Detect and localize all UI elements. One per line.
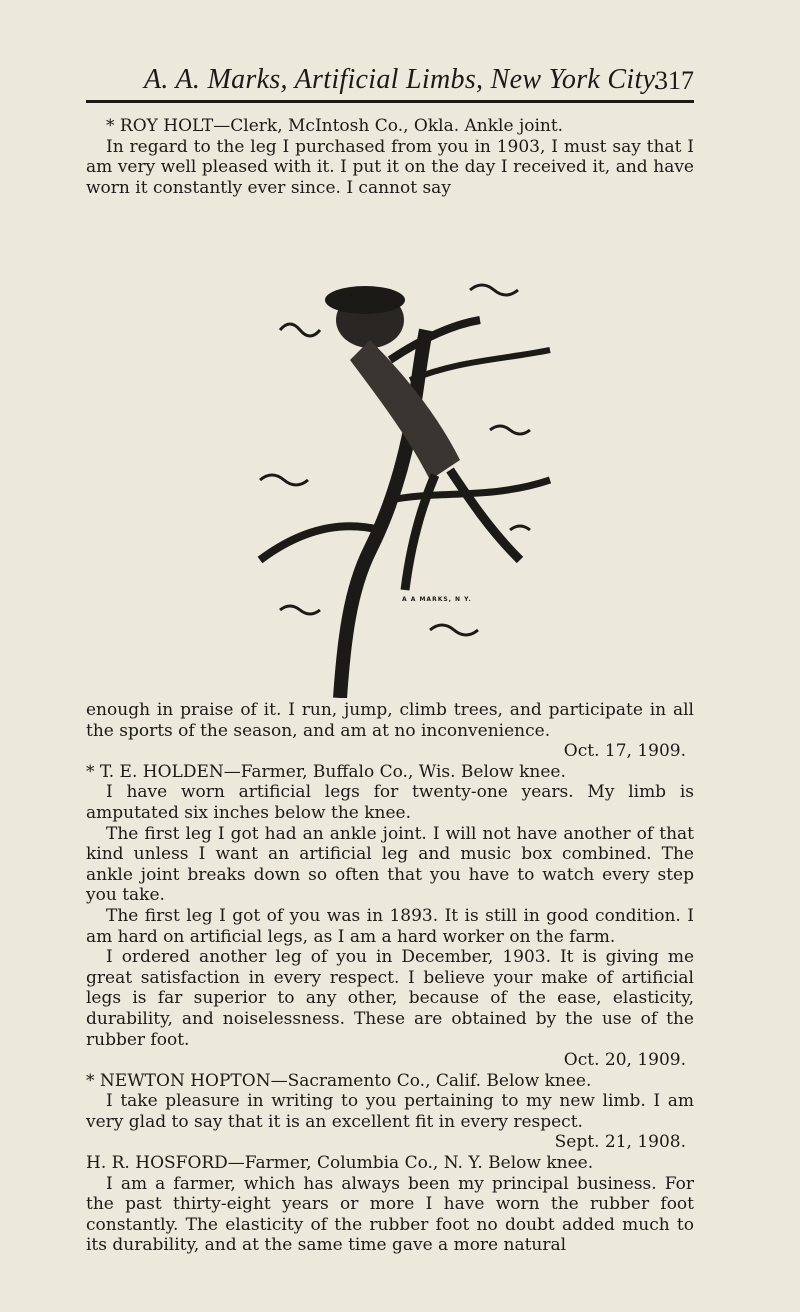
entry-head-hopton: * NEWTON HOPTON—Sacramento Co., Calif. Below knee. <box>86 1070 592 1091</box>
boy-hat <box>325 286 405 314</box>
text-block-bottom <box>86 700 694 1256</box>
boy-arm <box>390 320 480 360</box>
boy-artificial-leg <box>450 470 520 560</box>
entry-date-holt: Oct. 17, 1909. <box>563 741 686 762</box>
entry-date-hopton: Sept. 21, 1908. <box>554 1132 686 1153</box>
tree-branch-upper <box>410 350 550 380</box>
entry-date-holden: Oct. 20, 1909. <box>563 1050 686 1071</box>
header-rule <box>86 100 694 103</box>
entry-paragraph-hosford-1: I am a farmer, which has always been my principal business. For the past thirty-eight years or more I have worn the rubber foot constantly. The elasticity of the rubber foot no doubt added much to its durability, and at the same time gave a more natural <box>86 1173 694 1256</box>
entry-paragraph-holden-1: I have worn artificial legs for twenty-one years. My limb is amputated six inches below the knee. <box>86 782 694 823</box>
entry-head-hosford: H. R. HOSFORD—Farmer, Columbia Co., N. Y. Below knee. <box>86 1153 594 1174</box>
entry-head-holt: * ROY HOLT—Clerk, McIntosh Co., Okla. Ankle joint. <box>106 116 564 136</box>
entry-paragraph-holden-4: I ordered another leg of you in December, 1903. It is giving me great satisfaction in every respect. I believe your make of artificial legs is far superior to any other, because of the ease, elasticity, durability, and noiselessness. These are obtained by the use of the rubber foot. <box>86 947 694 1050</box>
boy-leg <box>405 475 435 590</box>
entry-paragraph-holden-2: The first leg I got had an ankle joint. I will not have another of that kind unless I want an artificial leg and music box combined. The ankle joint breaks down so often that you have to watch every step you take. <box>86 823 694 906</box>
text-block-top <box>86 116 694 198</box>
running-head: A. A. Marks, Artificial Limbs, New York City. <box>144 64 662 95</box>
entry-paragraph-holden-3: The first leg I got of you was in 1893. It is still in good condition. I am hard on artificial legs, as I am a hard worker on the farm. <box>86 905 694 947</box>
figure-caption: A A MARKS, N Y. <box>402 596 472 603</box>
entry-paragraph-hopton-1: I take pleasure in writing to you pertaining to my new limb. I am very glad to say that it is an excellent fit in every respect. <box>86 1091 694 1132</box>
entry-body-holt-part2: enough in praise of it. I run, jump, climb trees, and participate in all the sports of the season, and am at no inconvenience. <box>86 700 694 741</box>
page-number: 317 <box>655 66 694 95</box>
entry-head-holden: * T. E. HOLDEN—Farmer, Buffalo Co., Wis. Below knee. <box>86 761 566 782</box>
entry-body-holt-part1: In regard to the leg I purchased from you in 1903, I must say that I am very well pleased with it. I put it on the day I received it, and have worn it constantly ever since. I cannot say <box>86 136 694 198</box>
illustration-boy-climbing-tree-with-artificial-leg-icon <box>220 230 580 698</box>
